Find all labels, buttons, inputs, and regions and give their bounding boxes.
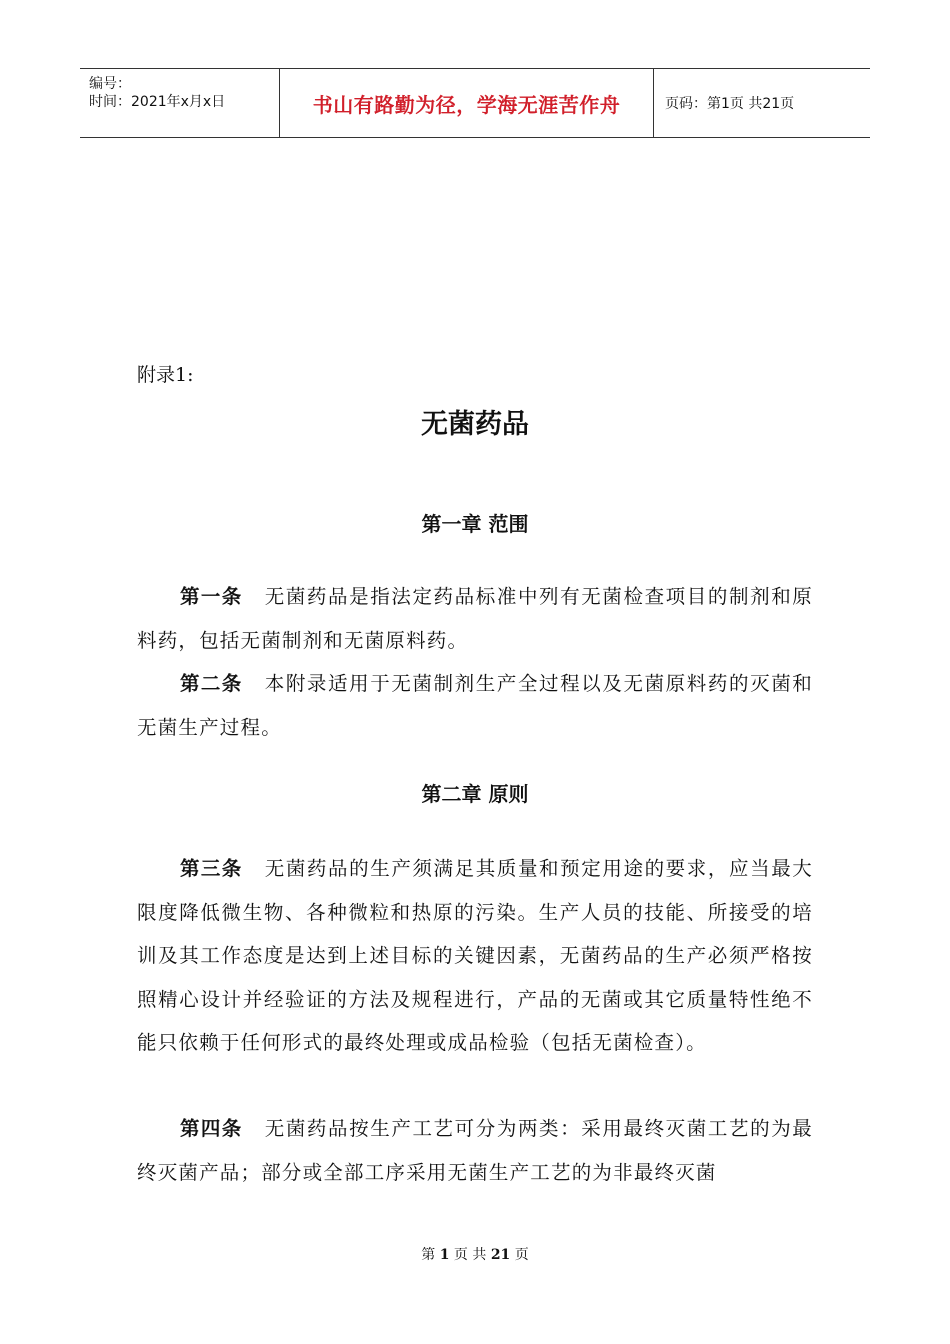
article-label: 第四条 bbox=[180, 1117, 243, 1140]
article-paragraph bbox=[137, 662, 813, 749]
header-page-info: 页码：第1页 共21页 bbox=[665, 96, 795, 112]
document-time-label: 时间：2021年x月x日 bbox=[89, 94, 226, 110]
footer-total-pages: 21 bbox=[490, 1247, 511, 1263]
header-table bbox=[80, 68, 870, 138]
header-page-cell bbox=[654, 69, 870, 137]
article-text: 无菌药品按生产工艺可分为两类：采用最终灭菌工艺的为最终灭菌产品；部分或全部工序采用无菌生产工艺的为非最终灭菌 bbox=[137, 1117, 813, 1184]
footer-text: 页 bbox=[514, 1247, 529, 1263]
footer-text: 页 共 bbox=[453, 1247, 487, 1263]
article-paragraph bbox=[137, 575, 813, 662]
footer-text: 第 bbox=[421, 1247, 436, 1263]
chapter-heading-1: 第一章 范围 bbox=[421, 512, 529, 536]
article-label: 第二条 bbox=[180, 672, 243, 695]
footer-page-number: 1 bbox=[439, 1247, 450, 1263]
header-motto-cell bbox=[280, 69, 654, 137]
article-label: 第三条 bbox=[180, 857, 243, 880]
appendix-label: 附录1: bbox=[137, 364, 194, 386]
document-title: 无菌药品 bbox=[421, 409, 529, 440]
article-text: 无菌药品的生产须满足其质量和预定用途的要求，应当最大限度降低微生物、各种微粒和热原的污染。生产人员的技能、所接受的培训及其工作态度是达到上述目标的关键因素，无菌药品的生产必须严格按照精心设计并经验证的方法及规程进行，产品的无菌或其它质量特性绝不能只依赖于任何形式的最终处理或成品检验（包括无菌检查）。 bbox=[137, 857, 813, 1054]
header-motto: 书山有路勤为径，学海无涯苦作舟 bbox=[312, 92, 621, 117]
article-text: 无菌药品是指法定药品标准中列有无菌检查项目的制剂和原料药，包括无菌制剂和无菌原料药。 bbox=[137, 585, 813, 652]
document-number-label: 编号： bbox=[89, 76, 131, 92]
header-meta-cell bbox=[80, 69, 280, 137]
article-text: 本附录适用于无菌制剂生产全过程以及无菌原料药的灭菌和无菌生产过程。 bbox=[137, 672, 813, 739]
chapter-heading-2: 第二章 原则 bbox=[421, 782, 529, 806]
article-paragraph bbox=[137, 847, 813, 1065]
page-footer bbox=[0, 1244, 950, 1264]
article-label: 第一条 bbox=[180, 585, 243, 608]
article-paragraph bbox=[137, 1107, 813, 1194]
